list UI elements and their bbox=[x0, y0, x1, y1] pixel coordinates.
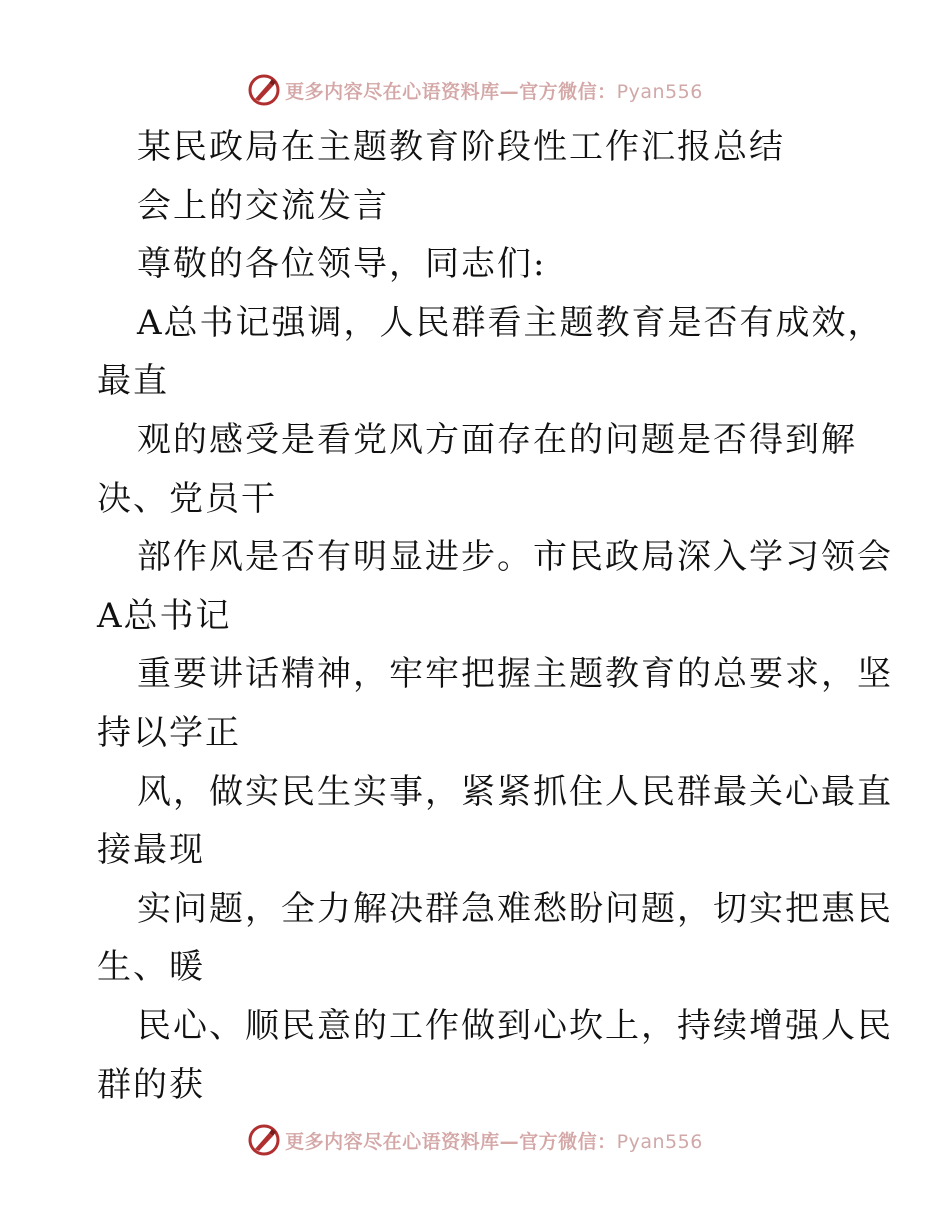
pen-logo-icon bbox=[247, 73, 281, 107]
doc-salutation: 尊敬的各位领导，同志们: bbox=[137, 244, 547, 285]
doc-paragraph-line: 接最现 bbox=[97, 830, 205, 871]
header-banner-text bbox=[285, 77, 703, 104]
doc-paragraph-line: 观的感受是看党风方面存在的问题是否得到解 bbox=[137, 419, 857, 460]
doc-paragraph-line: 群的获 bbox=[97, 1064, 205, 1105]
doc-paragraph-line: 重要讲话精神，牢牢把握主题教育的总要求，坚 bbox=[137, 654, 893, 695]
document-body bbox=[97, 118, 893, 1114]
doc-paragraph-line: A总书记强调，人民群看主题教育是否有成效， bbox=[137, 302, 884, 343]
doc-paragraph-line: 决、党员干 bbox=[97, 478, 277, 519]
doc-paragraph-line: 最直 bbox=[97, 361, 169, 402]
header-banner bbox=[0, 70, 950, 110]
footer-banner-text bbox=[285, 1127, 703, 1154]
doc-paragraph-line: 风，做实民生实事，紧紧抓住人民群最关心最直 bbox=[137, 771, 893, 812]
doc-paragraph-line: 持以学正 bbox=[97, 712, 241, 753]
doc-title-line-1: 某民政局在主题教育阶段性工作汇报总结 bbox=[137, 127, 785, 167]
doc-paragraph-line: 部作风是否有明显进步。市民政局深入学习领会 bbox=[137, 537, 893, 578]
pen-logo-icon bbox=[247, 1123, 281, 1157]
doc-paragraph-line: 生、暖 bbox=[97, 947, 205, 988]
footer-banner bbox=[0, 1120, 950, 1160]
header-banner-label: 更多内容尽在心语资料库—官方微信： bbox=[285, 80, 617, 103]
header-wechat-id: Pyan556 bbox=[616, 80, 703, 103]
doc-paragraph-line: 实问题，全力解决群急难愁盼问题，切实把惠民 bbox=[137, 888, 893, 929]
footer-banner-label: 更多内容尽在心语资料库—官方微信： bbox=[285, 1130, 617, 1153]
doc-title-line-2: 会上的交流发言 bbox=[137, 185, 389, 226]
footer-wechat-id: Pyan556 bbox=[616, 1130, 703, 1153]
doc-paragraph-line: A总书记 bbox=[97, 595, 232, 636]
doc-paragraph-line: 民心、顺民意的工作做到心坎上，持续增强人民 bbox=[137, 1005, 893, 1046]
